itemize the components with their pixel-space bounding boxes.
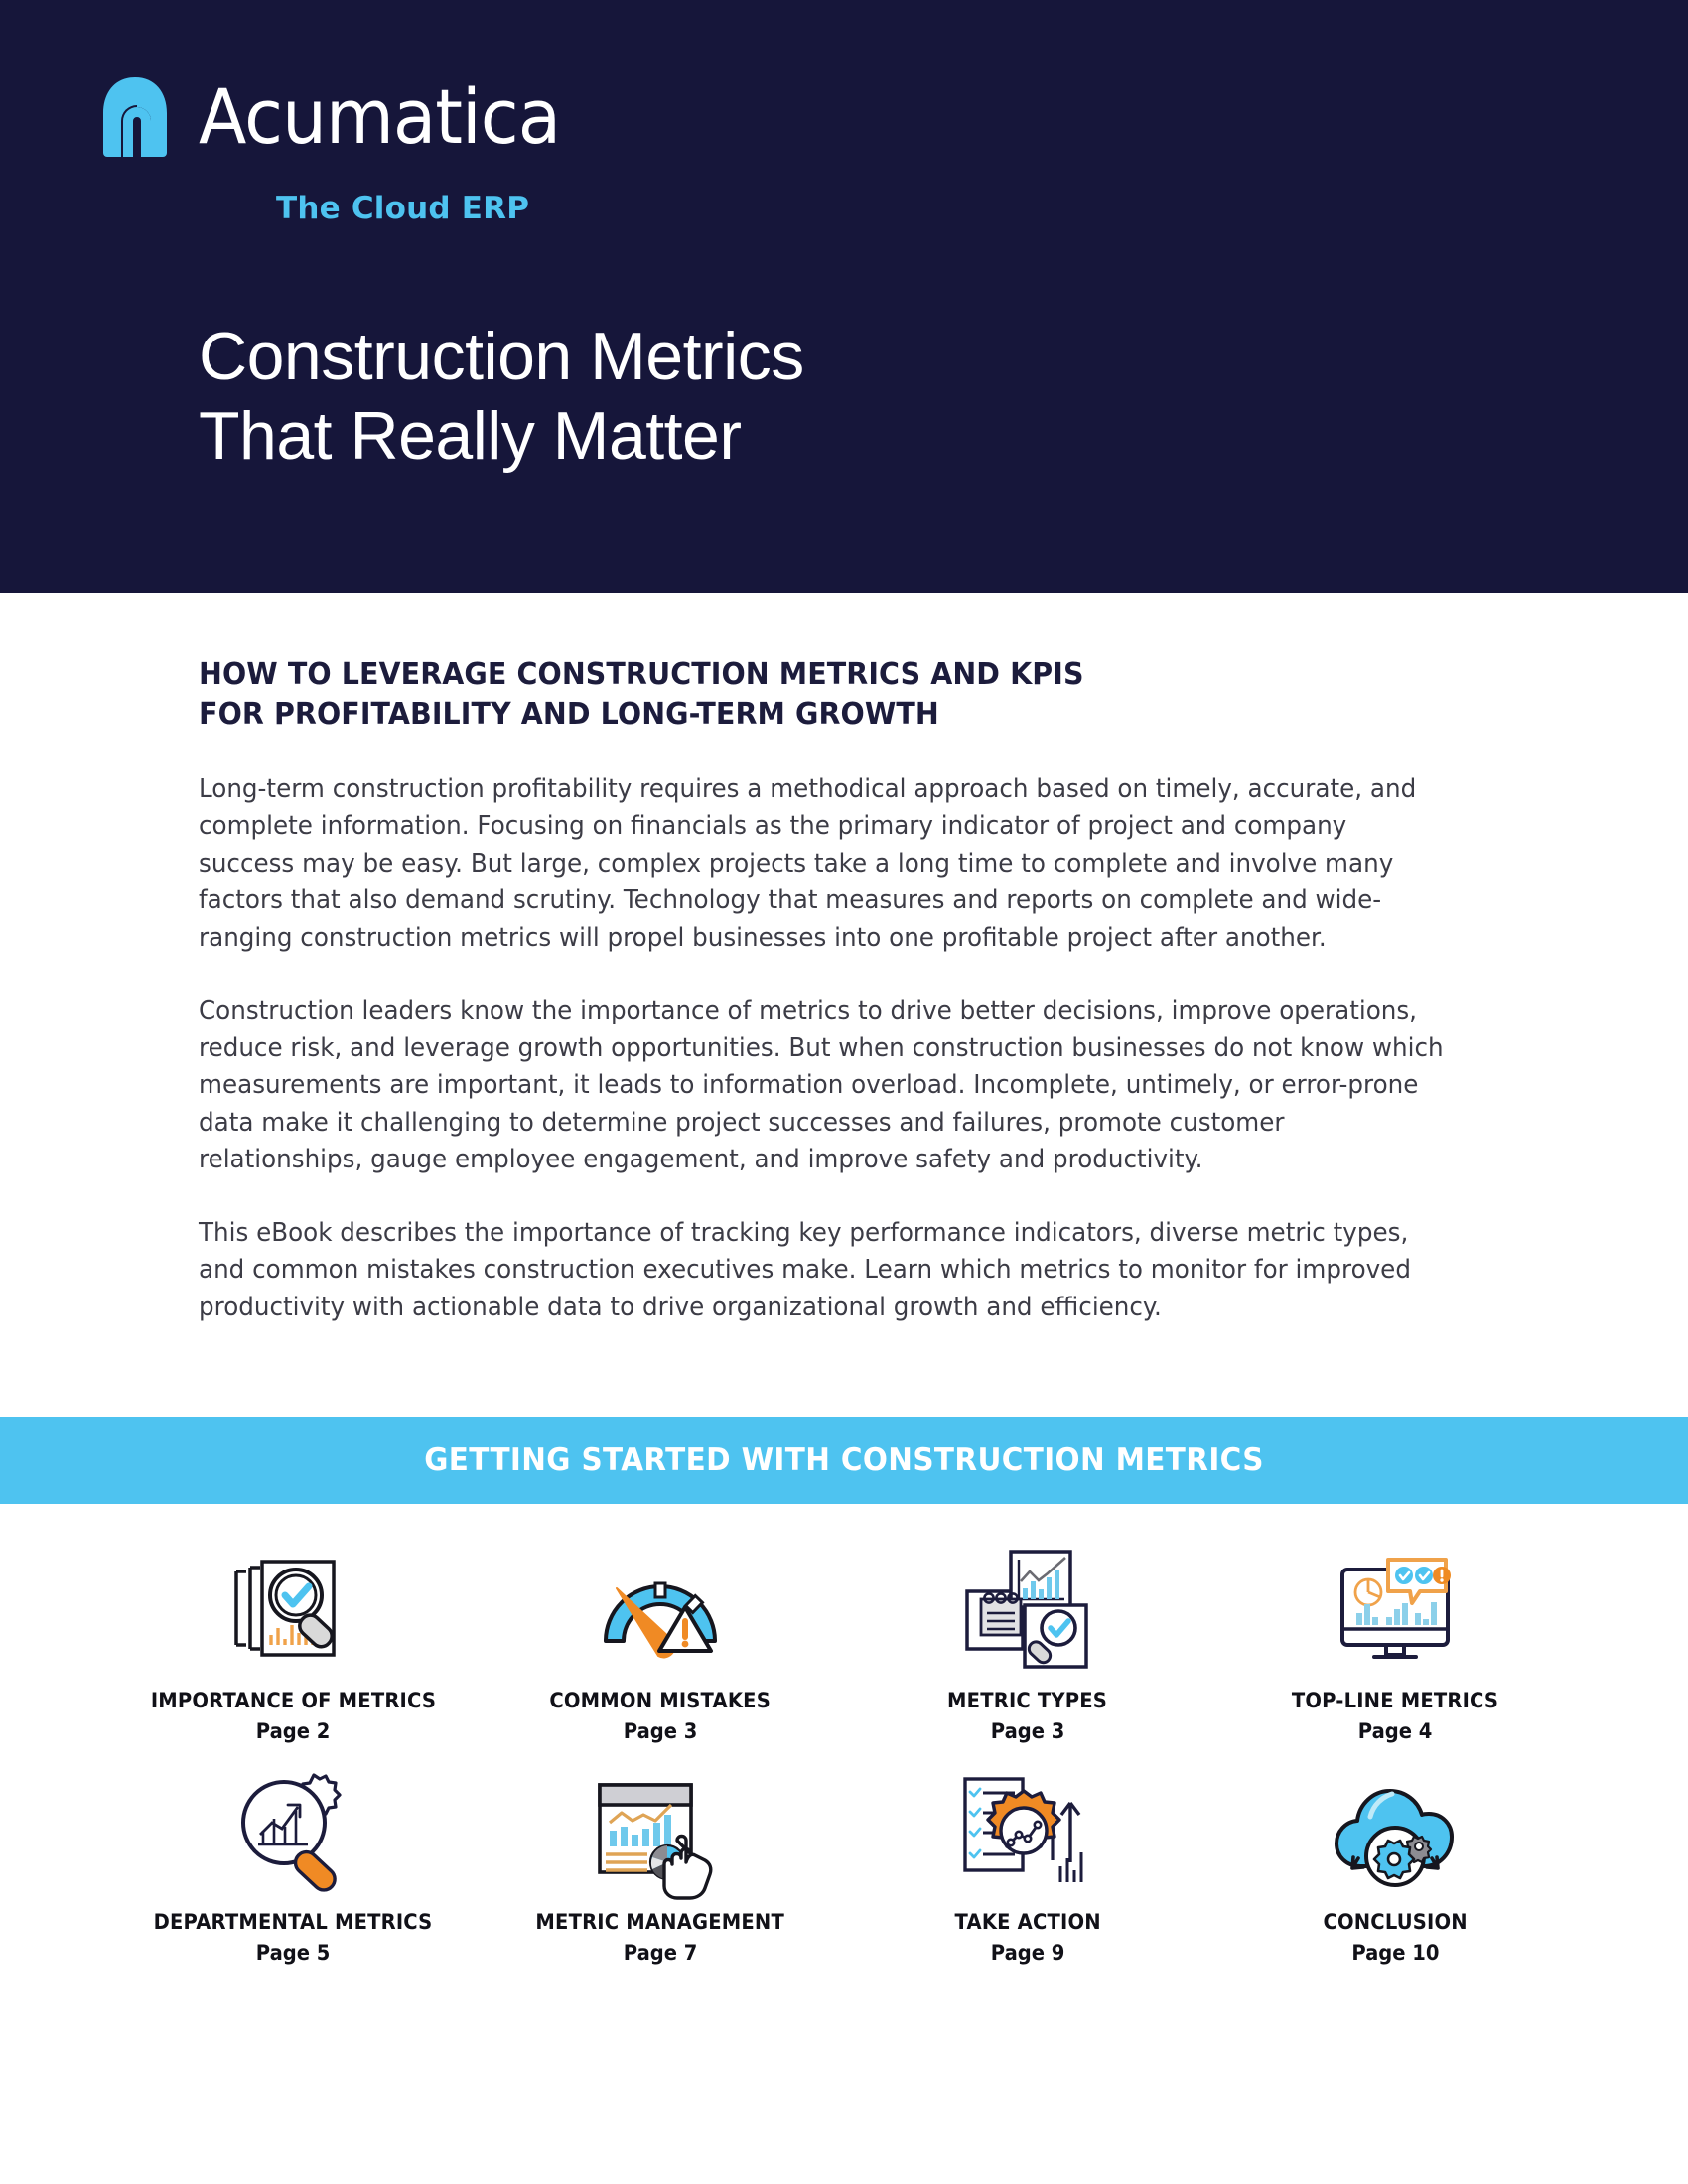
toc-item-page: Page 2	[255, 1719, 331, 1743]
hero-banner	[0, 0, 1688, 593]
toc-item-metric-types[interactable]	[844, 1534, 1211, 1743]
toc-item-page: Page 7	[623, 1941, 698, 1965]
toc-item-importance-of-metrics[interactable]	[109, 1534, 477, 1743]
page-title-line-2: That Really Matter	[199, 397, 742, 474]
toc-item-page: Page 9	[990, 1941, 1065, 1965]
toc-item-conclusion[interactable]	[1211, 1755, 1579, 1965]
toc-item-title: COMMON MISTAKES	[549, 1689, 772, 1712]
toc-item-title: CONCLUSION	[1323, 1910, 1468, 1934]
toc-item-title: IMPORTANCE OF METRICS	[150, 1689, 436, 1712]
dashboard-window-hand-icon	[586, 1755, 735, 1904]
toc-item-page: Page 3	[623, 1719, 698, 1743]
toc-item-page: Page 4	[1357, 1719, 1433, 1743]
section-heading	[199, 655, 1425, 735]
toc-item-title: DEPARTMENTAL METRICS	[153, 1910, 433, 1934]
toc-item-common-mistakes[interactable]	[477, 1534, 844, 1743]
toc-item-metric-management[interactable]	[477, 1755, 844, 1965]
intro-paragraph: Construction leaders know the importance of metrics to drive better decisions, improve operations, reduce risk, and leverage growth opportunities. But when construction businesses do not know which measurements are important, it leads to information overload. Incomplete, untimely, or error-prone data make it challenging to determine project successes and failures, promote customer relationships, gauge employee engagement, and improve safety and productivity.	[199, 996, 1444, 1175]
toc-item-take-action[interactable]	[844, 1755, 1211, 1965]
acumatica-logo	[99, 72, 587, 161]
toc-item-departmental-metrics[interactable]	[109, 1755, 477, 1965]
cloud-gears-icon	[1321, 1755, 1470, 1904]
page-title	[199, 318, 804, 476]
intro-paragraph: Long-term construction profitability requires a methodical approach based on timely, accurate, and complete information. Focusing on financials as the primary indicator of project and company success may be easy. But large, complex projects take a long time to complete and involve many factors that also demand scrutiny. Technology that measures and reports on complete and wide-ranging construction metrics will propel businesses into one profitable project after another.	[199, 773, 1417, 953]
toc-item-title: TOP-LINE METRICS	[1291, 1689, 1499, 1712]
magnifier-growth-gear-icon	[218, 1755, 367, 1904]
toc-item-title: METRIC MANAGEMENT	[535, 1910, 785, 1934]
toc-item-page: Page 10	[1350, 1941, 1440, 1965]
intro-section	[199, 655, 1489, 1326]
getting-started-band-title: GETTING STARTED WITH CONSTRUCTION METRICS	[424, 1442, 1264, 1478]
toc-item-top-line-metrics[interactable]	[1211, 1534, 1579, 1743]
gauge-warning-icon	[586, 1534, 735, 1683]
acumatica-wordmark: Acumatica	[199, 72, 561, 161]
getting-started-band	[0, 1417, 1688, 1504]
toc-item-title: TAKE ACTION	[954, 1910, 1101, 1934]
logo-tagline: The Cloud ERP	[276, 191, 530, 226]
page-title-line-1: Construction Metrics	[199, 319, 804, 394]
intro-paragraph: This eBook describes the importance of tracking key performance indicators, diverse metric types, and common mistakes construction executives make. Learn which metrics to monitor for improved productivity with actionable data to drive organizational growth and efficiency.	[199, 1217, 1411, 1322]
section-heading-line-2: FOR PROFITABILITY AND LONG-TERM GROWTH	[199, 696, 939, 732]
monitor-dashboard-chat-icon	[1321, 1534, 1470, 1683]
toc-item-page: Page 5	[255, 1941, 331, 1965]
acumatica-logo-mark-icon	[99, 77, 171, 157]
checklist-gear-arrows-icon	[953, 1755, 1102, 1904]
table-of-contents	[109, 1534, 1579, 1965]
document-magnifier-check-icon	[218, 1534, 367, 1683]
toc-item-page: Page 3	[990, 1719, 1065, 1743]
toc-item-title: METRIC TYPES	[947, 1689, 1108, 1712]
section-heading-line-1: HOW TO LEVERAGE CONSTRUCTION METRICS AND KPIS	[199, 657, 1084, 692]
cards-chart-notepad-icon	[953, 1534, 1102, 1683]
